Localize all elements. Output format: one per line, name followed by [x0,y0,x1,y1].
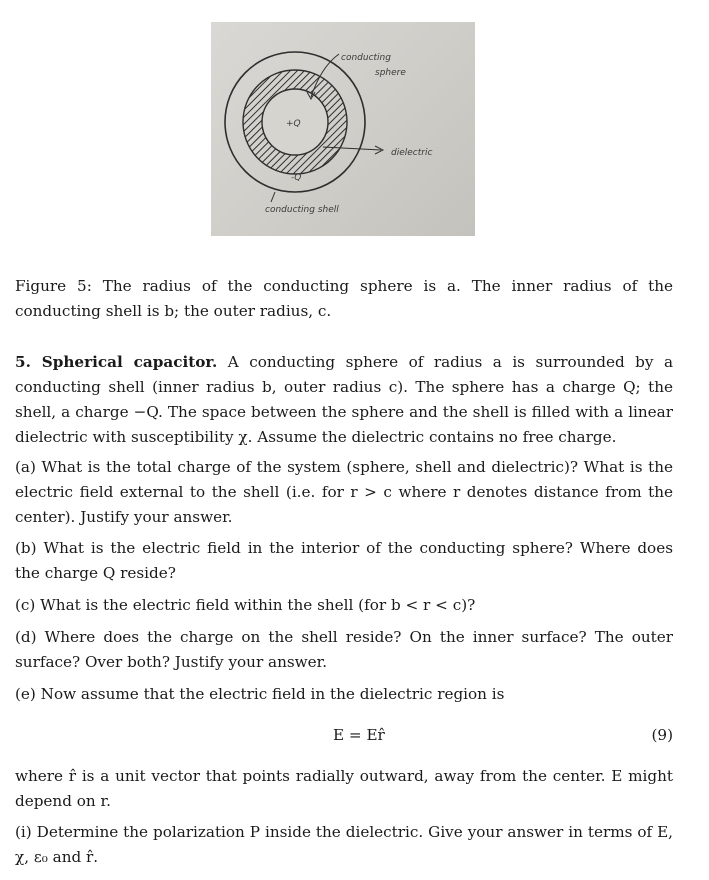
part-c: (c) What is the electric field within the shell (for b < r < c)? [15,596,476,614]
equation-explanation: where r̂ is a unit vector that points radially outward, away from the center. E might depend on r. [15,767,673,810]
part-e: (e) Now assume that the electric field in the dielectric region is [15,685,505,703]
problem-statement [15,350,673,450]
label-conducting-sphere-2: sphere [375,68,406,78]
part-a: (a) What is the total charge of the system (sphere, shell and dielectric)? What is the electric field external to the shell (i.e. for r > c where r denotes distance from the center). Justify your answer. [15,458,673,526]
label-conducting-sphere-1: conducting [341,53,391,63]
part-i: (i) Determine the polarization P inside the dielectric. Give your answer in terms of E, χ, ε₀ and r̂. [15,823,673,866]
label-conducting-shell: conducting shell [265,205,339,215]
equation-body: E = Er̂ [333,726,385,744]
label-plus-q: +Q [286,119,301,129]
label-minus-q: -Q [291,173,302,183]
figure-caption: Figure 5: The radius of the conducting sphere is a. The inner radius of the conducting shell is b; the outer radius, c. [15,277,673,320]
problem-heading: 5. Spherical capacitor. [15,353,218,371]
part-d: (d) Where does the charge on the shell reside? On the inner surface? The outer surface? Over both? Justify your answer. [15,628,673,671]
label-dielectric: dielectric [391,148,433,158]
figure-photo [211,22,475,236]
problem-intro: A conducting sphere of radius a is surrounded by a conducting shell (inner radius b, outer radius c). The sphere has a charge Q; the shell, a charge −Q. The space between the sphere and the shell is filled with a linear dielectric with susceptibility χ. Assume the dielectric contains no free charge. [15,353,673,446]
equation-9 [15,723,673,748]
part-b: (b) What is the electric field in the interior of the conducting sphere? Where does the charge Q reside? [15,539,673,582]
equation-number: (9) [651,726,673,744]
sphere-sketch-diagram [211,22,475,236]
